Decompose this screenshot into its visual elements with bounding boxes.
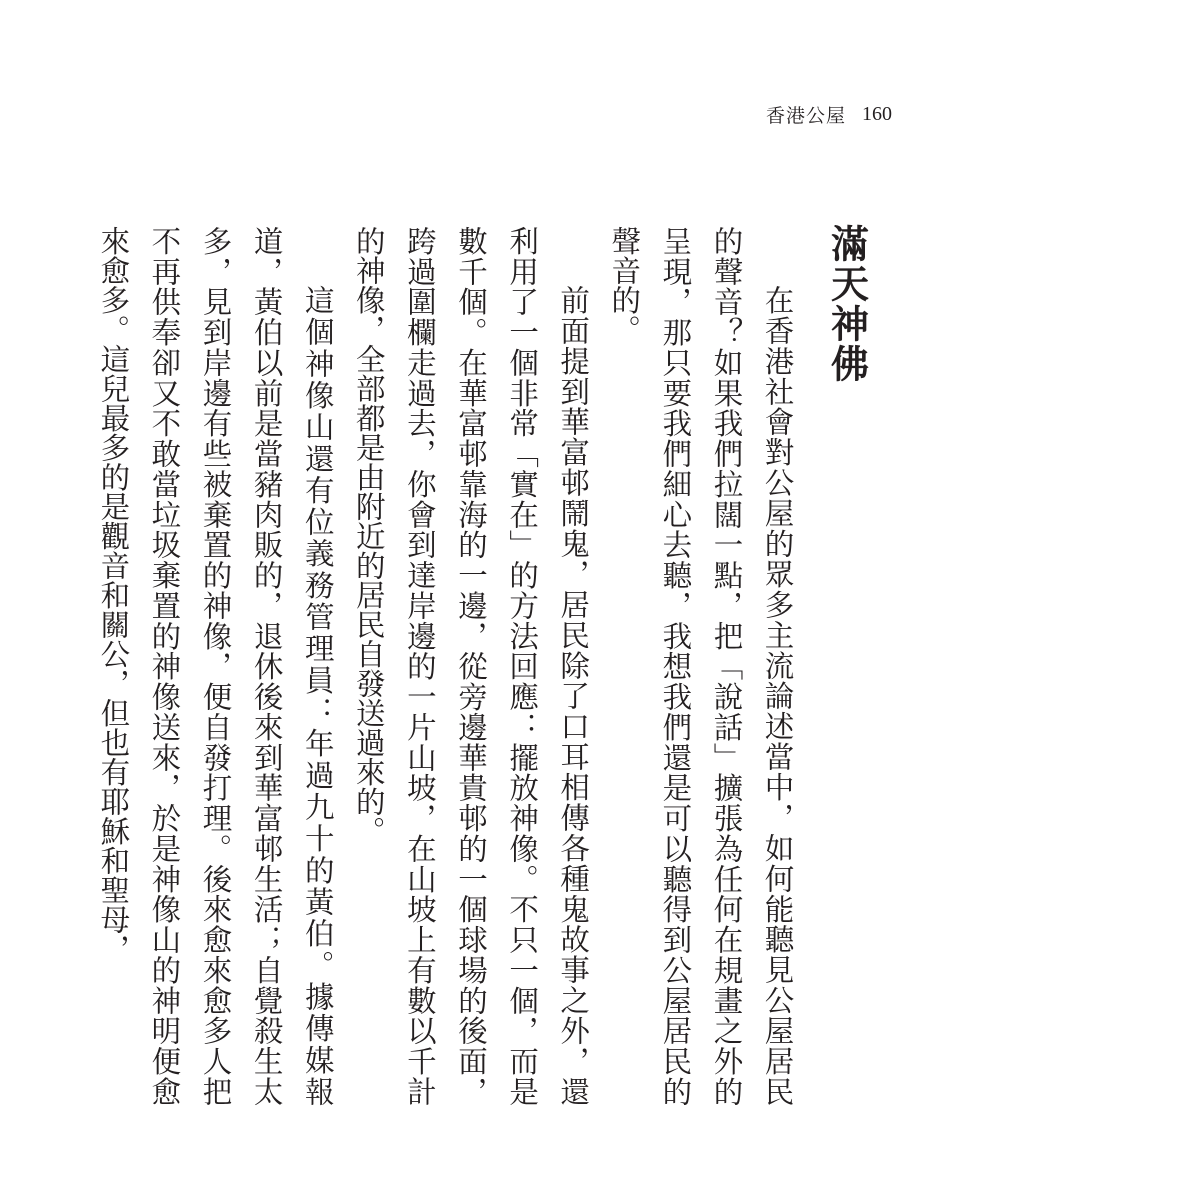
running-header xyxy=(766,98,892,130)
page-number: 160 xyxy=(862,102,892,125)
page-body xyxy=(96,224,896,1106)
paragraph: 在香港社會對公屋的眾多主流論述當中，如何能聽見公屋居民的聲音？如果我們拉闊一點，把「說話」擴張為任何在規畫之外的呈現，那只要我們細心去聽，我想我們還是可以聽得到公屋居民的聲音的。 xyxy=(607,226,795,1106)
paragraph: 這個神像山還有位義務管理員：年過九十的黃伯。據傳媒報道，黃伯以前是當豬肉販的，退休後來到華富邨生活；自覺殺生太多，見到岸邊有些被棄置的神像，便自發打理。後來愈來愈多人把不再供奉卻又不敢當垃圾棄置的神像送來，於是神像山的神明便愈來愈多。這兒最多的是觀音和關公，但也有耶穌和聖母， xyxy=(96,226,335,1106)
paragraph: 前面提到華富邨鬧鬼，居民除了口耳相傳各種鬼故事之外，還利用了一個非常「實在」的方法回應：擺放神像。不只一個，而是數千個。在華富邨靠海的一邊，從旁邊華貴邨的一個球場的後面，跨過圍欄走過去，你會到達岸邊的一片山坡，在山坡上有數以千計的神像，全部都是由附近的居民自發送過來的。 xyxy=(351,226,591,1106)
running-header-book-title: 香港公屋 xyxy=(765,104,846,127)
body-text xyxy=(87,226,802,1106)
chapter-title: 滿天神佛 xyxy=(824,224,869,384)
